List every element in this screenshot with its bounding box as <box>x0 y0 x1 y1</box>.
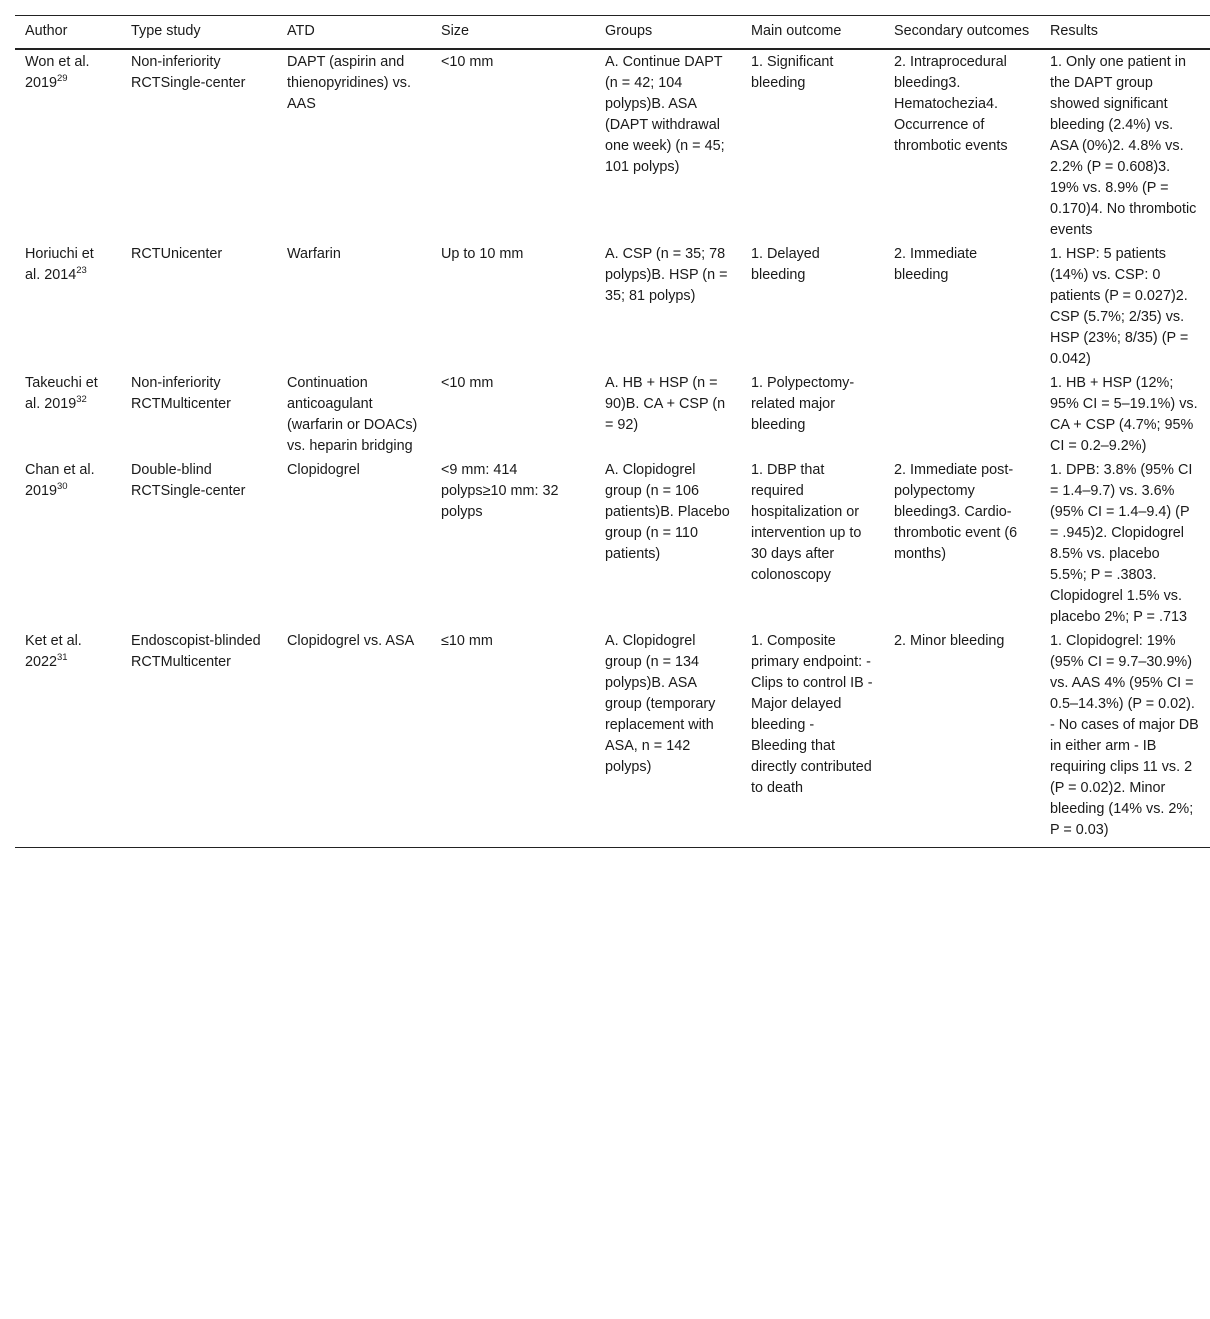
table-header-row <box>15 16 1210 50</box>
cell-main-outcome: 1. Polypectomy-related major bleeding <box>751 375 855 433</box>
cell-secondary-outcomes: 2. Intraprocedural bleeding3. Hematochezia4. Occurrence of thrombotic events <box>894 54 1008 154</box>
cell-main-outcome: 1. Delayed bleeding <box>751 246 820 283</box>
header-main-outcome: Main outcome <box>741 16 884 50</box>
table-row <box>15 371 1210 458</box>
cell-size: <10 mm <box>441 54 494 70</box>
cell-atd: DAPT (aspirin and thienopyridines) vs. AAS <box>287 54 411 112</box>
cell-size: <10 mm <box>441 375 494 391</box>
cell-results: 1. Clopidogrel: 19% (95% CI = 9.7–30.9%) vs. AAS 4% (95% CI = 0.5–14.3%) (P = 0.02). - No cases of major DB in either arm - IB requiring clips 11 vs. 2 (P = 0.02)2. Minor bleeding (14% vs. 2%; P = 0.03) <box>1040 629 1210 848</box>
cell-author <box>15 49 121 242</box>
cell-atd: Clopidogrel <box>287 462 360 478</box>
cell-results: 1. Only one patient in the DAPT group showed significant bleeding (2.4%) vs. ASA (0%)2. 4.8% vs. 2.2% (P = 0.608)3. 19% vs. 8.9% (P = 0.170)4. No thrombotic events <box>1050 54 1197 238</box>
author-name: Horiuchi et al. 2014 <box>25 246 94 283</box>
author-name: Ket et al. 2022 <box>25 633 82 670</box>
table-row <box>15 458 1210 629</box>
cell-size: ≤10 mm <box>431 629 595 848</box>
cell-secondary-outcomes <box>884 371 1040 458</box>
cell-secondary-outcomes: 2. Immediate post-polypectomy bleeding3. Cardio-thrombotic event (6 months) <box>894 462 1018 562</box>
cell-author <box>15 458 121 629</box>
cell-groups: A. CSP (n = 35; 78 polyps)B. HSP (n = 35; 81 polyps) <box>605 246 728 304</box>
cell-results: 1. HSP: 5 patients (14%) vs. CSP: 0 patients (P = 0.027)2. CSP (5.7%; 2/35) vs. HSP (23%; 8/35) (P = 0.042) <box>1050 246 1189 367</box>
header-size: Size <box>431 16 595 50</box>
cell-main-outcome: 1. Composite primary endpoint: - Clips to control IB - Major delayed bleeding - Bleeding that directly contributed to death <box>741 629 884 848</box>
reference-superscript: 30 <box>57 481 68 493</box>
header-groups: Groups <box>595 16 741 50</box>
reference-superscript: 32 <box>76 394 87 406</box>
header-type-study: Type study <box>121 16 277 50</box>
header-atd: ATD <box>277 16 431 50</box>
cell-groups: A. Clopidogrel group (n = 134 polyps)B. ASA group (temporary replacement with ASA, n = 142 polyps) <box>595 629 741 848</box>
cell-groups: A. Clopidogrel group (n = 106 patients)B. Placebo group (n = 110 patients) <box>605 462 730 562</box>
cell-results: 1. DPB: 3.8% (95% CI = 1.4–9.7) vs. 3.6% (95% CI = 1.4–9.4) (P = .945)2. Clopidogrel 8.5% vs. placebo 5.5%; P = .3803. Clopidogrel 1.5% vs. placebo 2%; P = .713 <box>1050 462 1193 625</box>
cell-groups: A. HB + HSP (n = 90)B. CA + CSP (n = 92) <box>605 375 726 433</box>
cell-size: <9 mm: 414 polyps≥10 mm: 32 polyps <box>441 462 559 520</box>
cell-type-study: Double-blind RCTSingle-center <box>131 462 246 499</box>
cell-atd: Continuation anticoagulant (warfarin or DOACs) vs. heparin bridging <box>287 375 418 454</box>
header-results: Results <box>1040 16 1210 50</box>
cell-author <box>15 371 121 458</box>
table-row <box>15 49 1210 242</box>
header-secondary-outcomes: Secondary outcomes <box>884 16 1040 50</box>
cell-main-outcome: 1. DBP that required hospitalization or intervention up to 30 days after colonoscopy <box>751 462 862 583</box>
author-name: Takeuchi et al. 2019 <box>25 375 98 412</box>
reference-superscript: 23 <box>76 265 87 277</box>
cell-size: Up to 10 mm <box>441 246 524 262</box>
author-name: Chan et al. 2019 <box>25 462 95 499</box>
cell-secondary-outcomes: 2. Immediate bleeding <box>894 246 978 283</box>
reference-superscript: 29 <box>57 73 68 85</box>
author-name: Won et al. 2019 <box>25 54 90 91</box>
cell-atd: Clopidogrel vs. ASA <box>277 629 431 848</box>
cell-author <box>15 629 121 848</box>
studies-table <box>15 15 1210 848</box>
header-author: Author <box>15 16 121 50</box>
table-row <box>15 242 1210 371</box>
table-row <box>15 629 1210 848</box>
cell-results: 1. HB + HSP (12%; 95% CI = 5–19.1%) vs. CA + CSP (4.7%; 95% CI = 0.2–9.2%) <box>1050 375 1198 454</box>
cell-type-study: Non-inferiority RCTSingle-center <box>131 54 246 91</box>
cell-author <box>15 242 121 371</box>
cell-secondary-outcomes: 2. Minor bleeding <box>884 629 1040 848</box>
cell-type-study: Non-inferiority RCTMulticenter <box>131 375 231 412</box>
cell-groups: A. Continue DAPT (n = 42; 104 polyps)B. ASA (DAPT withdrawal one week) (n = 45; 101 polyps) <box>605 54 725 175</box>
cell-atd: Warfarin <box>287 246 341 262</box>
cell-main-outcome: 1. Significant bleeding <box>751 54 834 91</box>
cell-type-study: RCTUnicenter <box>131 246 223 262</box>
reference-superscript: 31 <box>57 652 68 664</box>
cell-type-study: Endoscopist-blinded RCTMulticenter <box>121 629 277 848</box>
